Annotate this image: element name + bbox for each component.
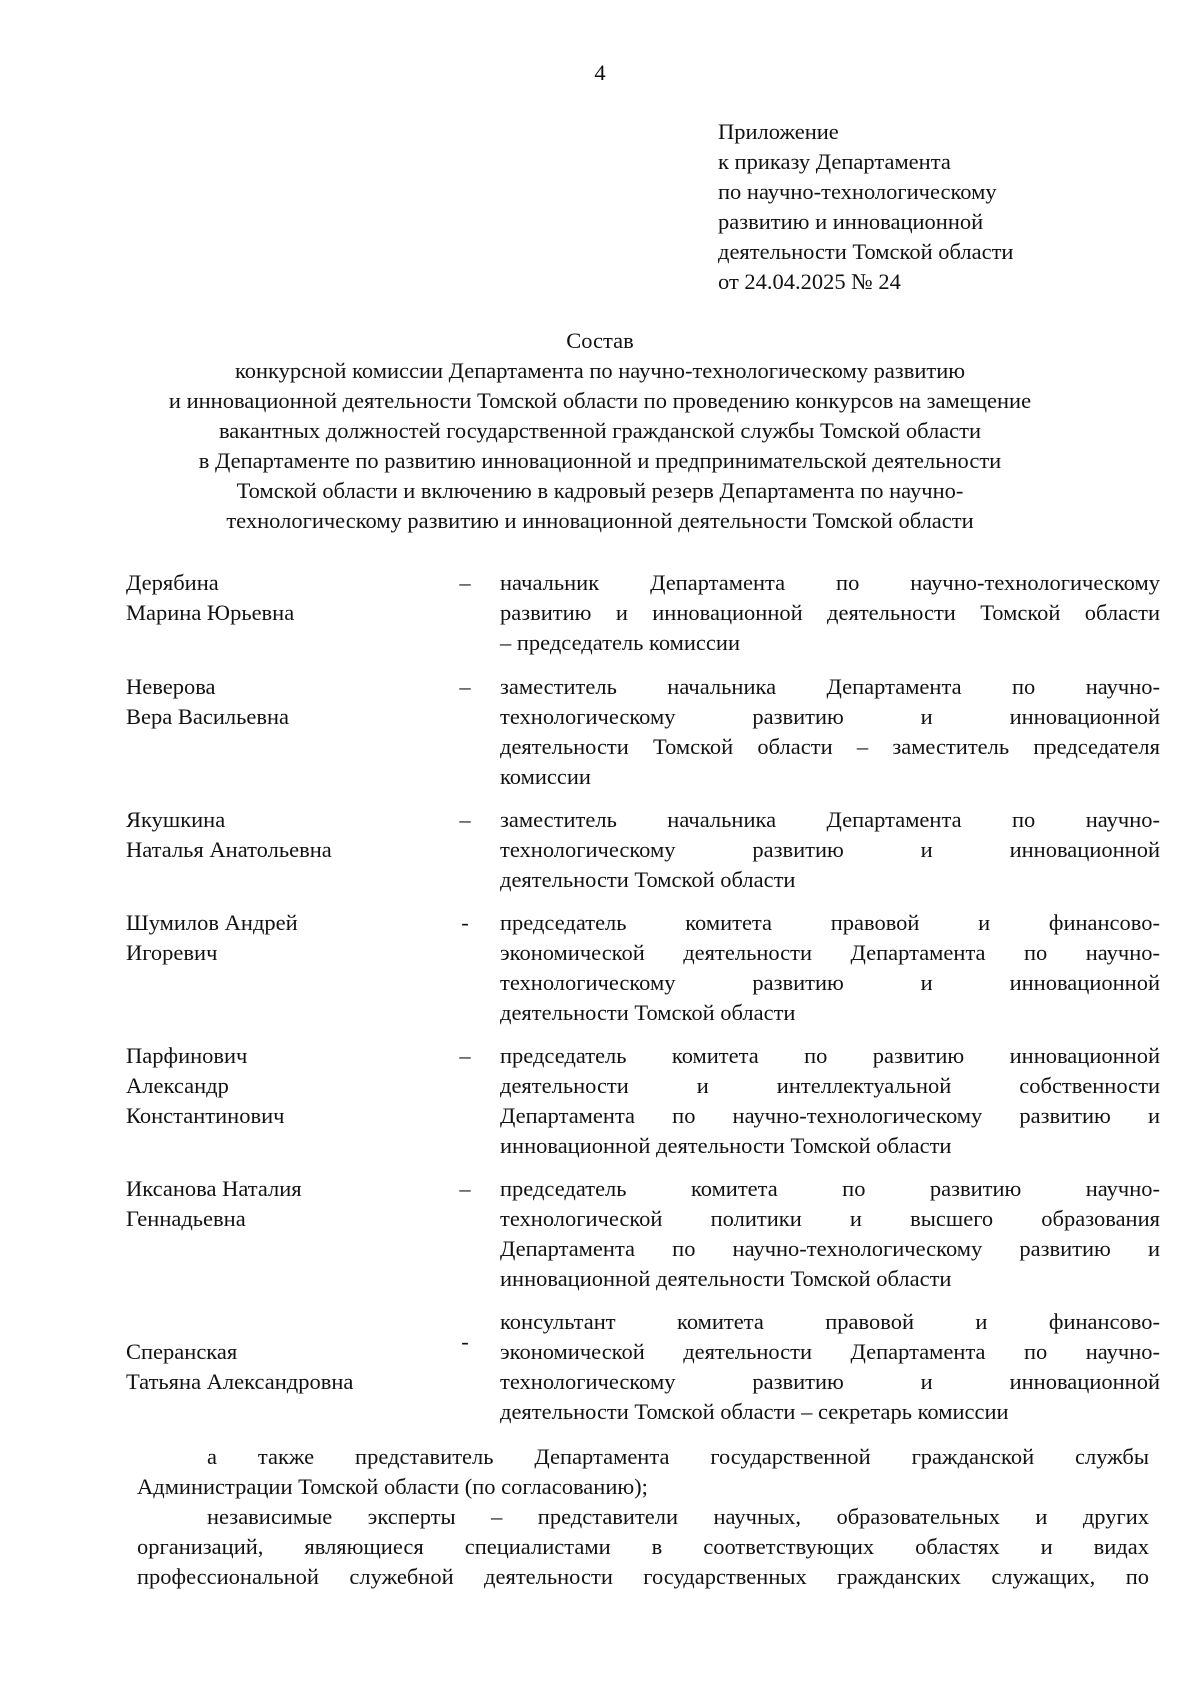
member-name: Якушкина Наталья Анатольевна [126, 807, 332, 862]
member-role: председатель комитета по развитию инновационной деятельности и интеллектуальной собственности Департамента по научно-технологическому развитию и инновационной деятельности Томской области [500, 1043, 1160, 1158]
member-role: заместитель начальника Департамента по научно- технологическому развитию и инновационной деятельности Томской области – заместитель председателя комиссии [500, 674, 1160, 789]
member-dash: - [461, 910, 469, 935]
member-dash: – [459, 570, 471, 595]
member-name: Шумилов Андрей Игоревич [126, 910, 298, 965]
member-name: Иксанова Наталия Геннадьевна [126, 1176, 302, 1231]
appendix-line: от 24.04.2025 № 24 [718, 269, 901, 294]
body-paragraph: независимые эксперты – представители научных, образовательных и других организаций, являющиеся специалистами в соответствующих областях и видах профессиональной служебной деятельности государственных гражданских служащих, по [137, 1504, 1149, 1589]
title-line: Состав [566, 328, 634, 353]
page-number: 4 [594, 60, 606, 85]
document-title [100, 326, 1100, 536]
title-line: и инновационной деятельности Томской области по проведению конкурсов на замещение [168, 388, 1032, 413]
member-role: начальник Департамента по научно-технологическому развитию и инновационной деятельности Томской области – председатель комиссии [500, 570, 1160, 655]
title-line: конкурсной комиссии Департамента по научно-технологическому развитию [234, 358, 966, 383]
member-name: Неверова Вера Васильевна [126, 674, 290, 729]
member-dash: – [459, 807, 471, 832]
appendix-header [718, 117, 1158, 297]
title-line: вакантных должностей государственной гражданской службы Томской области [218, 418, 982, 443]
appendix-line: к приказу Департамента [718, 149, 951, 174]
title-line: Томской области и включению в кадровый резерв Департамента по научно- [236, 478, 964, 503]
member-role: консультант комитета правовой и финансово- экономической деятельности Департамента по научно- технологическому развитию и инновационной деятельности Томской области – секретарь комиссии [500, 1309, 1160, 1424]
appendix-line: по научно-технологическому [718, 179, 997, 204]
member-dash: – [459, 1176, 471, 1201]
member-role: председатель комитета по развитию научно- технологической политики и высшего образования Департамента по научно-технологическому развитию и инновационной деятельности Томской области [500, 1176, 1160, 1291]
member-name: Сперанская Татьяна Александровна [126, 1339, 354, 1394]
member-name: Парфинович Александр Константинович [126, 1043, 285, 1128]
title-line: в Департаменте по развитию инновационной и предпринимательской деятельности [198, 448, 1002, 473]
body-paragraph: а также представитель Департамента государственной гражданской службы Администрации Томской области (по согласованию); [137, 1444, 1149, 1499]
member-dash: - [461, 1329, 469, 1354]
member-dash: – [459, 674, 471, 699]
appendix-line: деятельности Томской области [718, 239, 1014, 264]
member-dash: – [459, 1043, 471, 1068]
appendix-line: развитию и инновационной [718, 209, 984, 234]
appendix-line: Приложение [718, 119, 839, 144]
title-line: технологическому развитию и инновационной деятельности Томской области [226, 508, 974, 533]
member-role: председатель комитета правовой и финансово- экономической деятельности Департамента по научно- технологическому развитию и инновационной деятельности Томской области [500, 910, 1160, 1025]
member-name: Дерябина Марина Юрьевна [126, 570, 295, 625]
member-role: заместитель начальника Департамента по научно- технологическому развитию и инновационной деятельности Томской области [500, 807, 1160, 892]
